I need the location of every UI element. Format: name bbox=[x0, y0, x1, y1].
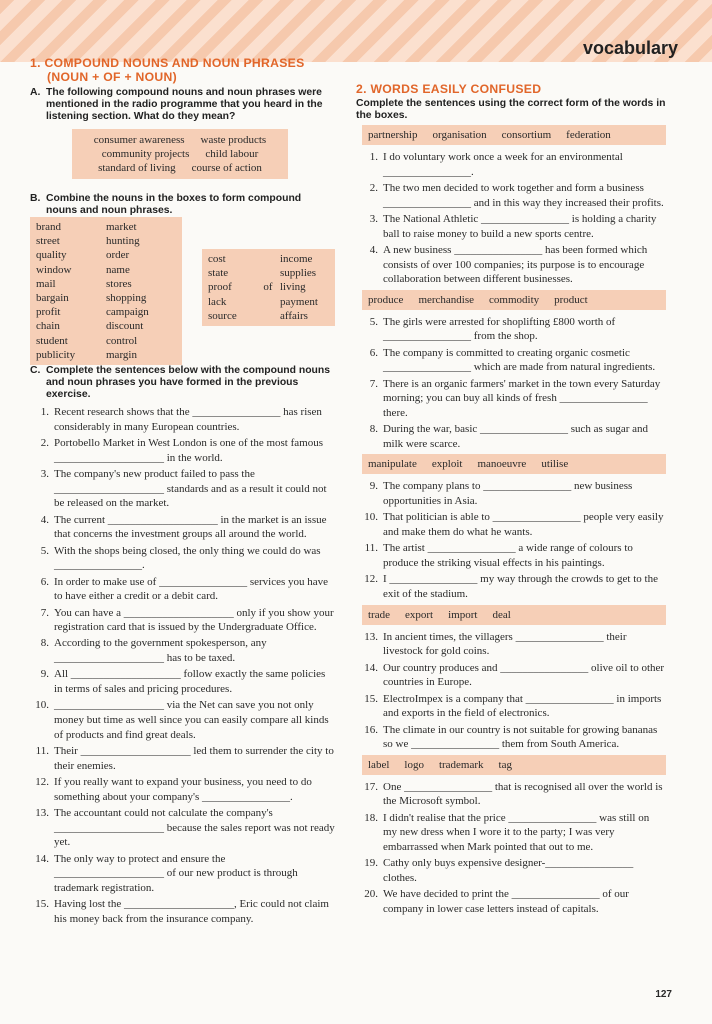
exercise-item bbox=[356, 887, 666, 916]
noun-item: income bbox=[280, 253, 313, 265]
word-item: commodity bbox=[489, 293, 540, 306]
word-item: product bbox=[554, 293, 588, 306]
exercise-item bbox=[356, 692, 666, 721]
item-text: There is an organic farmers' market in the town every Saturday morning; you can buy all kinds of fresh ________________ there. bbox=[383, 377, 661, 419]
word-item: child labour bbox=[205, 148, 259, 160]
word-item: waste products bbox=[200, 134, 267, 146]
item-number: 20. bbox=[364, 888, 378, 901]
exercise-item bbox=[30, 744, 335, 773]
word-box bbox=[362, 605, 666, 625]
word-item: trademark bbox=[438, 758, 484, 771]
word-item: exploit bbox=[431, 458, 463, 471]
section1-title-line2: (NOUN + OF + NOUN) bbox=[47, 70, 177, 84]
noun-item: proof bbox=[208, 281, 232, 294]
sentence-list bbox=[356, 780, 666, 917]
noun-item: state bbox=[208, 267, 229, 280]
item-text: The accountant could not calculate the company's ____________________ because the sales report was not ready yet. bbox=[54, 807, 335, 849]
word-item: trade bbox=[368, 608, 390, 621]
word-item: partnership bbox=[368, 129, 418, 141]
exercise-b-boxes bbox=[30, 217, 335, 365]
noun-item: mail bbox=[36, 277, 56, 290]
exercise-item bbox=[30, 806, 335, 850]
noun-item: market bbox=[106, 221, 137, 233]
noun-item: cost bbox=[208, 253, 226, 265]
word-item: standard of living bbox=[98, 162, 176, 174]
item-number: 6. bbox=[40, 575, 49, 588]
exercise-item bbox=[356, 181, 666, 210]
noun-item: bargain bbox=[36, 292, 69, 305]
exercise-b-text: Combine the nouns in the boxes to form compound nouns and noun phrases. bbox=[46, 193, 302, 216]
exercise-item bbox=[356, 723, 666, 752]
item-number: 5. bbox=[40, 544, 49, 557]
item-text: A new business ________________ has been formed which consists of over 100 companies; its purpose is to encourage collaboration between different businesses. bbox=[383, 243, 648, 286]
item-number: 15. bbox=[364, 692, 378, 705]
exercise-item bbox=[356, 856, 666, 885]
exercise-item bbox=[356, 510, 666, 539]
item-number: 1. bbox=[40, 406, 49, 418]
noun-item: brand bbox=[36, 221, 62, 233]
word-item: course of action bbox=[191, 162, 262, 174]
exercise-item bbox=[356, 541, 666, 570]
noun-item: margin bbox=[106, 348, 137, 361]
item-text: ____________________ via the Net can save you not only money but time as well since you can easily compare all kinds of products and find great deals. bbox=[54, 699, 329, 741]
item-text: The company's new product failed to pass the ____________________ standards and as a result it could not be released on the market. bbox=[54, 467, 327, 510]
exercise-b-letter: B. bbox=[30, 193, 41, 204]
item-number: 14. bbox=[364, 661, 378, 674]
exercise-a-text: The following compound nouns and noun phrases were mentioned in the radio programme that you heard in the listening section. What do they mean? bbox=[46, 87, 323, 122]
item-number: 4. bbox=[369, 243, 378, 256]
item-number: 18. bbox=[364, 811, 378, 824]
word-item: label bbox=[368, 758, 390, 771]
item-number: 4. bbox=[40, 513, 49, 526]
page-number: 127 bbox=[655, 989, 672, 1000]
item-text: The girls were arrested for shoplifting £800 worth of ________________ from the shop. bbox=[383, 315, 616, 343]
word-item: federation bbox=[566, 129, 611, 141]
exercise-c-text: Complete the sentences below with the compound nouns and noun phrases you have formed in the previous exercise. bbox=[46, 365, 331, 400]
item-text: During the war, basic ________________ such as sugar and milk were scarce. bbox=[383, 423, 649, 450]
item-text: I didn't realise that the price ________________ was still on my new dress when I wore it to the party; I was very embarrassed when Mark pointed that out to me. bbox=[383, 811, 650, 853]
item-text: One ________________ that is recognised all over the world is the Microsoft symbol. bbox=[383, 780, 663, 808]
item-text: In order to make use of ________________ services you have to have either a credit or a debit card. bbox=[54, 575, 329, 603]
exercise-item bbox=[30, 606, 335, 635]
exercise-item bbox=[356, 150, 666, 179]
item-text: All ____________________ follow exactly the same policies in terms of sales and pricing procedures. bbox=[54, 668, 326, 696]
word-box bbox=[362, 755, 666, 775]
item-text: The company is committed to creating organic cosmetic ________________ which are made from natural ingredients. bbox=[383, 346, 656, 374]
item-number: 10. bbox=[35, 699, 49, 712]
item-text: Cathy only buys expensive designer-________________ clothes. bbox=[383, 857, 634, 884]
item-number: 6. bbox=[369, 346, 378, 359]
noun-item: student bbox=[36, 334, 68, 347]
exercise-item bbox=[356, 243, 666, 287]
exercise-b-instruction bbox=[30, 193, 335, 217]
word-item: consumer awareness bbox=[93, 134, 185, 146]
item-number: 15. bbox=[35, 898, 49, 911]
exercise-item bbox=[30, 436, 335, 465]
item-number: 2. bbox=[40, 436, 49, 449]
section-tag: vocabulary bbox=[582, 38, 678, 58]
exercise-item bbox=[30, 575, 335, 604]
exercise-item bbox=[30, 636, 335, 665]
word-box bbox=[362, 290, 666, 310]
word-item: manipulate bbox=[368, 458, 417, 471]
exercise-item bbox=[30, 667, 335, 696]
noun-item: publicity bbox=[36, 348, 76, 361]
item-number: 9. bbox=[40, 668, 49, 681]
box2-col-right bbox=[280, 252, 318, 323]
item-number: 13. bbox=[364, 630, 378, 643]
exercise-item bbox=[356, 346, 666, 375]
noun-item: window bbox=[36, 263, 72, 276]
item-number: 9. bbox=[369, 480, 378, 493]
word-item: utilise bbox=[541, 458, 569, 471]
section2-instruction-text: Complete the sentences using the correct form of the words in the boxes. bbox=[356, 98, 666, 121]
right-column bbox=[356, 82, 666, 918]
exercise-a-instruction bbox=[30, 87, 335, 123]
noun-item: payment bbox=[280, 295, 318, 308]
item-number: 3. bbox=[369, 212, 378, 225]
word-item: logo bbox=[404, 758, 424, 771]
item-text: Our country produces and ________________ olive oil to other countries in Europe. bbox=[383, 661, 665, 689]
item-text: With the shops being closed, the only thing we could do was ________________. bbox=[54, 544, 321, 572]
exercise-item bbox=[356, 811, 666, 855]
box2-of: of bbox=[263, 281, 273, 294]
sentence-list bbox=[356, 150, 666, 287]
box1-col2 bbox=[106, 220, 149, 362]
item-text: I ________________ my way through the crowds to get to the exit of the stadium. bbox=[383, 573, 658, 601]
item-number: 13. bbox=[35, 807, 49, 819]
item-text: The two men decided to work together and form a business ________________ and in this way they increased their profits. bbox=[383, 181, 664, 209]
noun-item: shopping bbox=[106, 292, 147, 305]
section2-title: 2. WORDS EASILY CONFUSED bbox=[356, 82, 542, 96]
word-item: import bbox=[448, 608, 478, 621]
word-item: manoeuvre bbox=[477, 458, 527, 471]
exercise-item bbox=[30, 467, 335, 511]
box2-col-left bbox=[208, 252, 256, 323]
item-number: 7. bbox=[369, 377, 378, 390]
item-number: 5. bbox=[369, 315, 378, 328]
noun-item: stores bbox=[106, 277, 132, 290]
exercise-c-list bbox=[30, 405, 335, 926]
item-text: The current ____________________ in the market is an issue that concerns the investment groups all around the world. bbox=[54, 513, 327, 541]
exercise-item bbox=[30, 852, 335, 896]
item-text: The only way to protect and ensure the ____________________ of our new product is through trademark registration. bbox=[54, 852, 298, 894]
item-text: Portobello Market in West London is one of the most famous ____________________ in the world. bbox=[54, 436, 323, 464]
item-text: The National Athletic ________________ is holding a charity ball to raise money to build a new sports centre. bbox=[383, 212, 657, 240]
exercise-c-instruction bbox=[30, 365, 335, 401]
word-item: merchandise bbox=[418, 293, 475, 306]
exercise-a-letter: A. bbox=[30, 87, 41, 98]
item-text: Having lost the ____________________, Eric could not claim his money back from the insurance company. bbox=[54, 898, 329, 925]
word-item: deal bbox=[492, 608, 511, 621]
exercise-item bbox=[356, 661, 666, 690]
exercise-item bbox=[356, 377, 666, 421]
item-text: I do voluntary work once a week for an environmental ________________. bbox=[383, 151, 623, 178]
exercise-a-word-box bbox=[72, 129, 288, 179]
exercise-item bbox=[356, 422, 666, 451]
noun-item: lack bbox=[208, 295, 227, 308]
noun-item: affairs bbox=[280, 309, 308, 322]
item-number: 11. bbox=[35, 745, 49, 758]
sentence-list bbox=[356, 315, 666, 452]
section1-title-line1: 1. COMPOUND NOUNS AND NOUN PHRASES bbox=[30, 56, 305, 70]
exercise-b-box-1 bbox=[30, 217, 182, 365]
item-text: Recent research shows that the ________________ has risen considerably in many European countries. bbox=[54, 406, 322, 433]
exercise-item bbox=[30, 897, 335, 926]
item-number: 17. bbox=[364, 780, 378, 793]
item-number: 3. bbox=[40, 467, 49, 480]
sentence-list bbox=[356, 630, 666, 752]
item-number: 11. bbox=[364, 542, 378, 555]
word-item: consortium bbox=[501, 129, 552, 141]
item-text: If you really want to expand your business, you need to do something about your company's ________________. bbox=[54, 776, 312, 803]
item-text: That politician is able to ________________ people very easily and make them do what he wants. bbox=[383, 511, 664, 539]
exercise-item bbox=[356, 780, 666, 809]
sentence-list bbox=[356, 479, 666, 601]
item-text: The company plans to ________________ new business opportunities in Asia. bbox=[383, 480, 633, 508]
item-text: Their ____________________ led them to surrender the city to their enemies. bbox=[54, 745, 334, 772]
noun-item: order bbox=[106, 249, 130, 262]
left-column bbox=[30, 56, 335, 928]
noun-item: campaign bbox=[106, 306, 149, 319]
item-number: 10. bbox=[364, 511, 378, 524]
noun-item: discount bbox=[106, 320, 144, 333]
noun-item: name bbox=[106, 263, 130, 276]
exercise-item bbox=[30, 698, 335, 742]
exercise-c-letter: C. bbox=[30, 365, 41, 376]
noun-item: supplies bbox=[280, 267, 317, 280]
noun-item: source bbox=[208, 309, 237, 322]
noun-item: profit bbox=[36, 306, 61, 319]
noun-item: hunting bbox=[106, 235, 140, 248]
exercise-b-box-2 bbox=[202, 249, 335, 326]
noun-item: chain bbox=[36, 320, 60, 333]
item-text: You can have a ____________________ only if you show your registration card that is issued by the Undergraduate Office. bbox=[54, 606, 334, 634]
noun-item: street bbox=[36, 235, 60, 248]
word-item: produce bbox=[368, 293, 404, 306]
exercise-item bbox=[356, 630, 666, 659]
noun-item: living bbox=[280, 281, 306, 294]
item-text: According to the government spokesperson, any ____________________ has to be taxed. bbox=[54, 637, 267, 665]
item-text: The climate in our country is not suitable for growing bananas so we ________________ them from South America. bbox=[383, 723, 658, 751]
exercise-item bbox=[30, 775, 335, 804]
exercise-item bbox=[356, 212, 666, 241]
exercise-item bbox=[356, 479, 666, 508]
item-text: In ancient times, the villagers ________________ their livestock for gold coins. bbox=[383, 630, 627, 658]
section2-groups bbox=[356, 125, 666, 916]
word-box bbox=[362, 125, 666, 145]
item-number: 16. bbox=[364, 723, 378, 736]
exercise-item bbox=[356, 572, 666, 601]
item-number: 12. bbox=[35, 776, 49, 789]
item-text: ElectroImpex is a company that ________________ in imports and exports in the field of electronics. bbox=[383, 692, 662, 720]
item-number: 7. bbox=[40, 606, 49, 619]
noun-item: control bbox=[106, 334, 138, 347]
item-number: 1. bbox=[369, 151, 378, 163]
word-item: organisation bbox=[432, 129, 487, 141]
item-number: 8. bbox=[40, 637, 49, 650]
section1-title bbox=[30, 56, 335, 84]
item-number: 14. bbox=[35, 852, 49, 865]
item-number: 2. bbox=[369, 181, 378, 194]
item-number: 12. bbox=[364, 573, 378, 586]
exercise-item bbox=[356, 315, 666, 344]
box1-col1 bbox=[36, 220, 106, 362]
item-text: We have decided to print the ________________ of our company in lower case letters instead of capitals. bbox=[383, 888, 629, 915]
word-item: tag bbox=[498, 758, 512, 771]
noun-item: quality bbox=[36, 249, 67, 262]
item-number: 19. bbox=[364, 857, 378, 870]
word-item: community projects bbox=[101, 148, 190, 160]
exercise-item bbox=[30, 513, 335, 542]
item-text: The artist ________________ a wide range of colours to produce the striking visual effects in his paintings. bbox=[383, 542, 633, 570]
exercise-item bbox=[30, 405, 335, 434]
word-item: export bbox=[404, 608, 434, 621]
exercise-item bbox=[30, 544, 335, 573]
section2-instruction bbox=[356, 98, 666, 122]
item-number: 8. bbox=[369, 423, 378, 436]
word-box bbox=[362, 454, 666, 474]
